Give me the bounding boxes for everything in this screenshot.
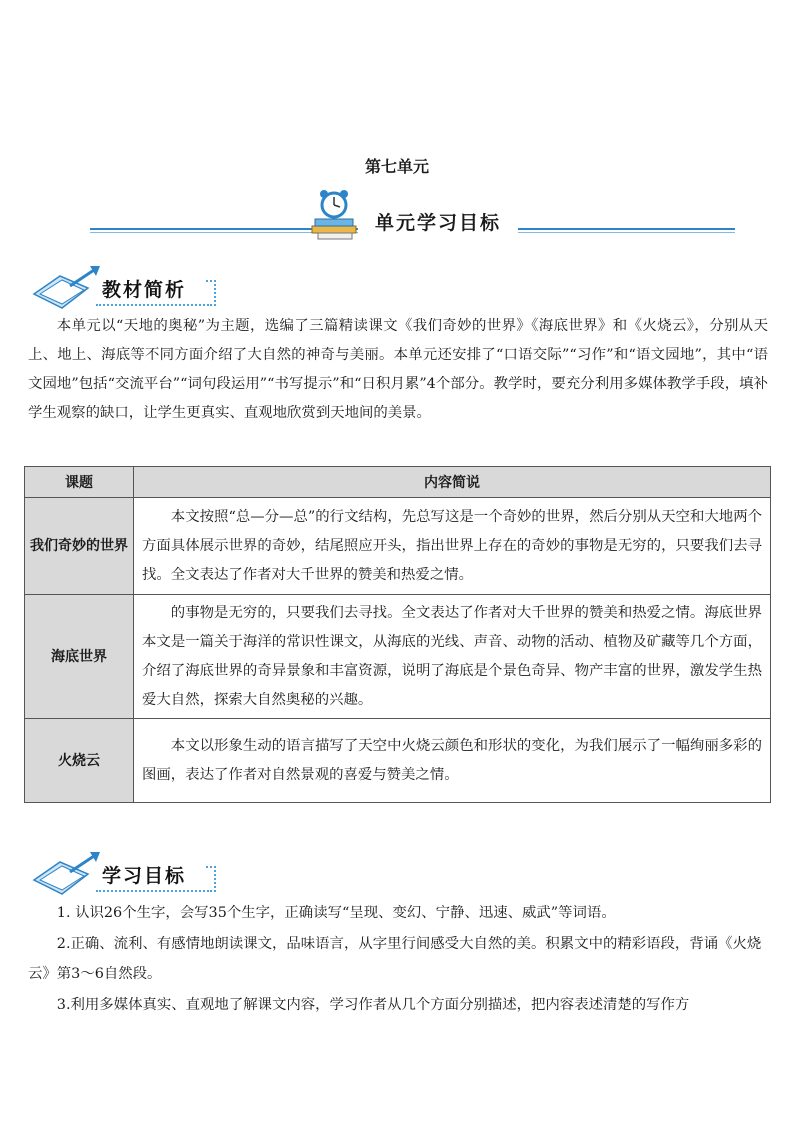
banner-label: 单元学习目标 [358, 210, 518, 236]
section-heading-learning-goals [30, 850, 230, 896]
section-heading-label: 教材简析 [96, 276, 212, 306]
content-table [24, 466, 771, 803]
table-header-row [25, 467, 771, 498]
heading-bracket [206, 866, 216, 892]
unit-goal-banner [90, 186, 735, 244]
table-row-content: 本文按照“总—分—总”的行文结构，先总写这是一个奇妙的世界，然后分别从天空和大地两个方面具体展示世界的奇妙，结尾照应开头，指出世界上存在的奇妙的事物是无穷的，只要我们去寻找。全文表达了作者对大千世界的赞美和热爱之情。 [134, 498, 771, 595]
section-heading-label: 学习目标 [96, 862, 212, 892]
table-row-title: 火烧云 [25, 719, 134, 803]
table-row [25, 595, 771, 719]
table-row-content: 本文以形象生动的语言描写了天空中火烧云颜色和形状的变化，为我们展示了一幅绚丽多彩的图画，表达了作者对自然景观的喜爱与赞美之情。 [134, 719, 771, 803]
learning-goal-item: 3.利用多媒体真实、直观地了解课文内容，学习作者从几个方面分别描述，把内容表述清楚的写作方 [56, 997, 690, 1013]
table-row-content: 的事物是无穷的，只要我们去寻找。全文表达了作者对大千世界的赞美和热爱之情。海底世界本文是一篇关于海洋的常识性课文，从海底的光线、声音、动物的活动、植物及矿藏等几个方面，介绍了海底世界的奇异景象和丰富资源，说明了海底是个景色奇异、物产丰富的世界，激发学生热爱大自然，探索大自然奥秘的兴趣。 [134, 595, 771, 719]
learning-goal-item: 1. 认识26个生字，会写35个生字，正确读写“呈现、变幻、宁静、迅速、威武”等词语。 [56, 905, 616, 921]
section-heading-textbook-analysis [30, 264, 230, 310]
table-header-content: 内容简说 [134, 467, 771, 498]
unit-title: 第七单元 [364, 157, 429, 176]
table-row [25, 498, 771, 595]
intro-paragraph: 本单元以“天地的奥秘”为主题，选编了三篇精读课文《我们奇妙的世界》《海底世界》和《火烧云》，分别从天上、地上、海底等不同方面介绍了大自然的神奇与美丽。本单元还安排了“口语交际”“习作”和“语文园地”，其中“语文园地”包括“交流平台”“词句段运用”“书写提示”和“日积月累”4个部分。教学时，要充分利用多媒体教学手段，填补学生观察的缺口，让学生更真实、直观地欣赏到天地间的美景。 [28, 318, 768, 421]
table-row-title: 我们奇妙的世界 [25, 498, 134, 595]
table-row-title: 海底世界 [25, 595, 134, 719]
heading-bracket [206, 280, 216, 306]
alarm-clock-books-icon [308, 186, 360, 242]
table-header-title: 课题 [25, 467, 134, 498]
learning-goal-item: 2.正确、流利、有感情地朗读课文，品味语言，从字里行间感受大自然的美。积累文中的精彩语段，背诵《火烧云》第3～6自然段。 [28, 936, 762, 982]
table-row [25, 719, 771, 803]
